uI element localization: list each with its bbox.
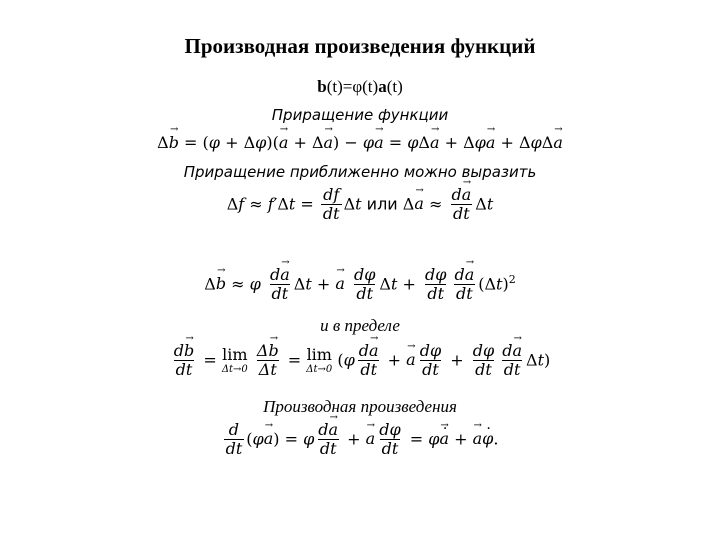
equation-product-rule: $\frac{d}{dt}$ (φa →) = φ $\frac{da \to}{dt}$ + a → $\frac{d\varphi}{dt}$ = φa → . + a →φ .. [0, 421, 720, 459]
definition-t2: (t) [386, 77, 403, 96]
fraction-da-dt: $\frac{da \to}{dt}$ [449, 186, 473, 224]
slide-title: Производная произведения функций [184, 34, 536, 58]
caption-approx: Приращение приближенно можно выразить [183, 163, 537, 181]
caption-limit: и в пределе [320, 316, 400, 335]
limit-operator-1: lim Δt→0 [221, 344, 248, 375]
fraction-df-dt: $\frac{df}{dt}$ [322, 185, 340, 224]
definition-b: b [317, 77, 327, 96]
word-or: или [366, 194, 398, 214]
caption-increment: Приращение функции [271, 106, 449, 124]
definition-line [0, 77, 720, 97]
limit-operator-2: lim Δt→0 [306, 344, 333, 375]
equation-increment: Δb → = (φ + Δφ)(a → + Δa →) − φa → = φΔa → + Δφa → + ΔφΔa → [0, 133, 720, 152]
definition-t1: (t)=φ(t) [326, 77, 379, 96]
caption-product: Производная произведения [263, 397, 457, 416]
definition-a: a [378, 77, 387, 96]
equation-db-approx: Δb → ≈ φ $\frac{da \to}{dt}$ Δt + a → $\frac{d\varphi}{dt}$ Δt + $\frac{d\varphi}{dt}$ $\frac{da \to}{dt}$ $(\Delta t)^2$ [0, 266, 720, 304]
equation-limit: $\frac{db \to}{dt}$ = lim Δt→0 $\frac{\Delta b \to}{\Delta t}$ = lim Δt→0 (φ $\frac{da \to}{dt}$ + a → $\frac{d\varphi}{dt}$ + $\frac{d\varphi}{dt}$ $\frac{da \to}{dt}$ Δt) [0, 342, 720, 380]
equation-approx: Δf ≈ f′Δt = $\frac{df}{dt}$ Δt или Δa → ≈ $\frac{da \to}{dt}$ Δt [0, 186, 720, 224]
